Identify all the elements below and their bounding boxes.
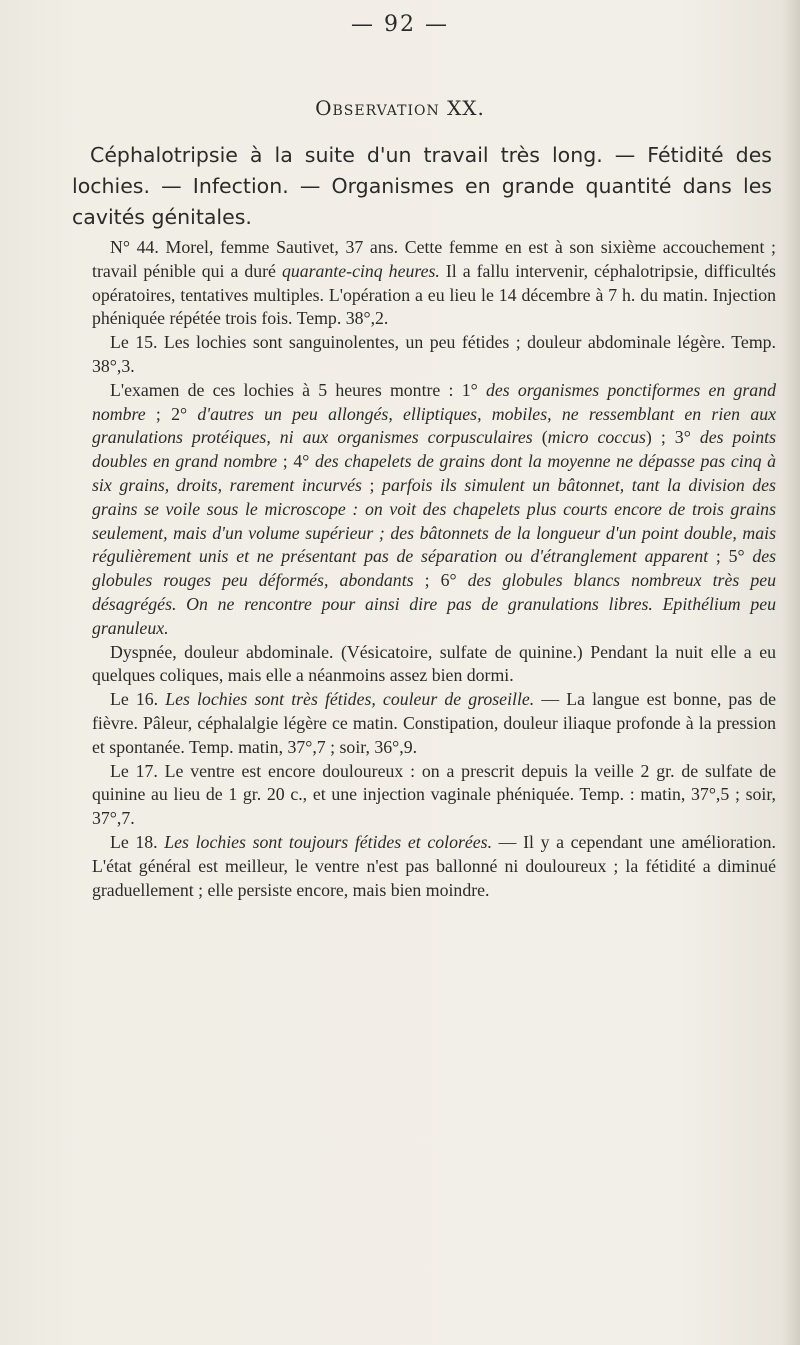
italic-text: quarante-cinq heures.: [281, 260, 440, 281]
text-run: Il a fallu intervenir, céphalotripsie, difficultés opératoires, tentatives multiples. L'opération a eu lieu le 14 décembre à 7 h. du matin. Injection phéniquée répétée trois fois. Temp. 38°,2.: [92, 260, 776, 329]
text-run: Le 17. Le ventre est encore douloureux : on a prescrit depuis la veille 2 gr. de sulfate de quinine au lieu de 1 gr. 20 c., et une injection vaginale phéniquée. Temp. : matin, 37°,5 ; soir, 37°,7.: [92, 760, 776, 829]
text-run: Le 15. Les lochies sont sanguinolentes, un peu fétides ; douleur abdominale légère. Temp. 38°,3.: [92, 332, 776, 376]
text-run: N° 44. Morel, femme Sautivet, 37 ans. Cette femme en est à son sixième accouchement ; travail pénible qui a duré: [92, 237, 776, 281]
text-run: — Il y a cependant une amélioration. L'état général est meilleur, le ventre n'est pas ballonné ni douloureux ; la fétidité a diminué graduellement ; elle persiste encore, mais bien moindre.: [92, 831, 776, 900]
italic-text: des points doubles en grand nombre: [92, 427, 777, 472]
paragraph: [92, 331, 776, 379]
italic-text: parfois ils simulent un bâtonnet, tant la division des grains se voile sous le microscope : on voit des chapelets plus courts encore de trois grains seulement, mais d'un volume supérieur ; des bâtonnets de la longueur d'un point double, mais régulièrement unis et ne présentant pas de séparation ou d'étranglement apparent: [92, 474, 776, 567]
text-run: ;: [361, 474, 383, 495]
text-run: L'examen de ces lochies à 5 heures montre : 1°: [110, 379, 486, 400]
italic-text: Les lochies sont très fétides, couleur de groseille.: [165, 689, 535, 710]
text-run: (: [532, 427, 548, 448]
italic-text: des globules rouges peu déformés, abondants: [92, 546, 777, 591]
text-run: ; 5°: [708, 546, 753, 567]
italic-text: micro coccus: [547, 427, 646, 448]
italic-text: des globules blancs nombreux très peu désagrégés. On ne rencontre pour ainsi dire pas de granulations libres. Epithélium peu granuleux.: [92, 570, 776, 638]
paragraph: [92, 379, 776, 641]
paragraph: [92, 236, 776, 331]
page-edge-shadow: [782, 0, 800, 1345]
text-run: ) ; 3°: [645, 427, 700, 448]
paragraph: [92, 688, 776, 759]
case-report-body: [92, 236, 776, 902]
paragraph: [92, 760, 776, 831]
text-run: ; 6°: [413, 570, 468, 591]
paragraph: [92, 831, 776, 902]
italic-text: des organismes ponctiformes en grand nombre: [92, 379, 776, 424]
italic-text: des chapelets de grains dont la moyenne ne dépasse pas cinq à six grains, droits, rarement incurvés: [92, 451, 776, 495]
italic-text: d'autres un peu allongés, elliptiques, mobiles, ne ressemblant en rien aux granulations protéiques, ni aux organismes corpusculaires: [92, 403, 776, 448]
italic-text: Les lochies sont toujours fétides et colorées.: [164, 831, 493, 852]
text-run: Dyspnée, douleur abdominale. (Vésicatoire, sulfate de quinine.) Pendant la nuit elle a eu quelques coliques, mais elle a néanmoins assez bien dormi.: [92, 641, 776, 686]
observation-title: Observation XX.: [315, 96, 485, 120]
observation-summary: Céphalotripsie à la suite d'un travail très long. — Fétidité des lochies. — Infection. — Organismes en grande quantité dans les cavités génitales.: [72, 143, 772, 229]
text-run: ; 2°: [145, 403, 198, 424]
text-run: Le 18.: [110, 831, 165, 852]
text-run: ; 4°: [277, 451, 316, 472]
text-run: Le 16.: [110, 689, 166, 710]
paragraph: [92, 641, 776, 689]
page-number: — 92 —: [351, 12, 449, 37]
text-run: — La langue est bonne, pas de fièvre. Pâleur, céphalalgie légère ce matin. Constipation, douleur iliaque profonde à la pression et spontanée. Temp. matin, 37°,7 ; soir, 36°,9.: [92, 689, 777, 757]
